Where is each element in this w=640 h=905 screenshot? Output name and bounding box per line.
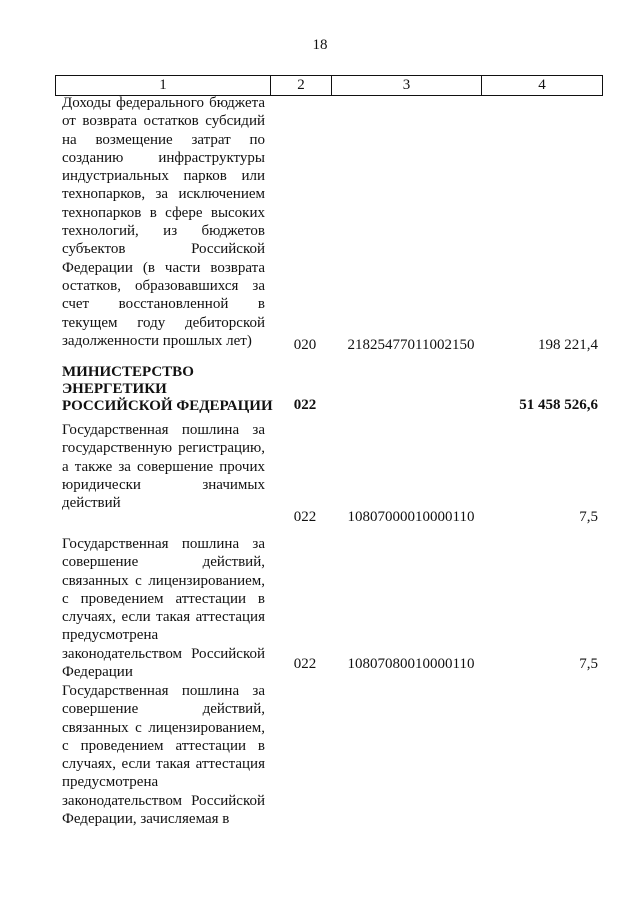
column-header-4: 4 (538, 77, 546, 93)
row-budget-code: 10807000010000110 (347, 509, 475, 525)
column-header-2: 2 (271, 76, 332, 95)
row-description: Государственная пошлина за государственную регистрацию, а также за совершение прочих юридически значимых действий (62, 422, 265, 512)
row-description: Государственная пошлина за совершение действий, связанных с лицензированием, с проведением аттестации в случаях, если такая аттестация предусмотрена законодательством Российской Федерации (62, 536, 265, 681)
page-number: 18 (312, 37, 328, 53)
row-admin-code: 020 (293, 337, 317, 353)
row-budget-code: 21825477011002150 (347, 337, 475, 353)
row-budget-code: 10807080010000110 (347, 656, 475, 672)
ministry-heading: МИНИСТЕРСТВО ЭНЕРГЕТИКИ РОССИЙСКОЙ ФЕДЕРАЦИИ (62, 364, 273, 414)
row-amount: 7,5 (579, 656, 598, 672)
row-admin-code: 022 (293, 656, 317, 672)
row-description: Доходы федерального бюджета от возврата остатков субсидий на возмещение затрат по созданию инфраструктуры индустриальных парков или технопарков, за исключением технопарков в сфере высоких технологий, из бюджетов субъектов Российской Федерации (в части возврата остатков, образовавшихся за счет восстановленной в текущем году дебиторской задолженности прошлых лет) (62, 95, 265, 349)
table-header (55, 75, 603, 96)
row-description: Государственная пошлина за совершение действий, связанных с лицензированием, с проведением аттестации в случаях, если такая аттестация предусмотрена законодательством Российской Федерации, зачисляемая в (62, 683, 265, 828)
column-header-1: 1 (56, 76, 271, 95)
row-admin-code: 022 (293, 509, 317, 525)
column-header-3: 3 (332, 76, 482, 95)
row-amount: 7,5 (579, 509, 598, 525)
row-amount: 198 221,4 (538, 337, 598, 353)
row-admin-code: 022 (293, 397, 317, 413)
row-amount: 51 458 526,6 (519, 397, 598, 413)
